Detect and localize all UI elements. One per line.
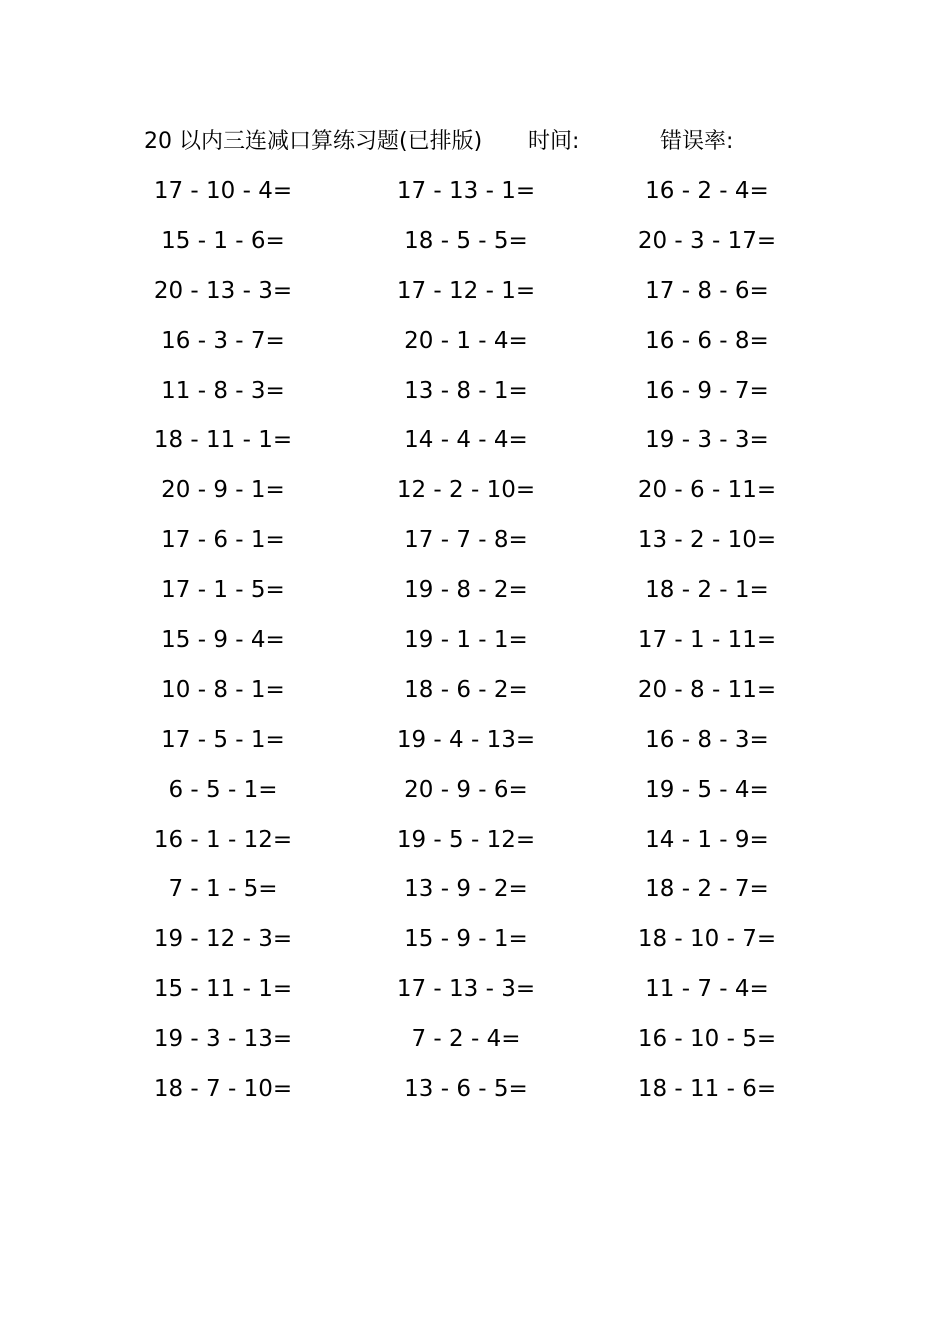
problem-row (0, 922, 950, 972)
problem-item: 14 - 4 - 4= (404, 427, 528, 454)
error-rate-label: 错误率: (660, 129, 734, 154)
problem-item: 20 - 6 - 11= (637, 477, 777, 504)
worksheet-title: 20 以内三连减口算练习题(已排版) (144, 129, 483, 154)
problem-item: 20 - 3 - 17= (637, 227, 777, 254)
problem-item: 17 - 5 - 1= (161, 726, 285, 753)
problem-item: 18 - 2 - 1= (645, 577, 769, 604)
problem-item: 11 - 8 - 3= (161, 377, 285, 404)
problem-item: 13 - 2 - 10= (637, 527, 777, 554)
problem-item: 19 - 5 - 4= (645, 776, 769, 803)
problem-item: 19 - 4 - 13= (396, 726, 536, 753)
problem-item: 20 - 8 - 11= (637, 676, 777, 703)
problem-item: 20 - 9 - 6= (404, 776, 528, 803)
problem-row (0, 324, 950, 374)
problem-row (0, 423, 950, 473)
problem-item: 17 - 7 - 8= (404, 527, 528, 554)
problem-row (0, 573, 950, 623)
problem-row (0, 473, 950, 523)
problem-item: 17 - 8 - 6= (645, 277, 769, 304)
problem-item: 19 - 3 - 13= (153, 1026, 293, 1053)
problem-item: 16 - 8 - 3= (645, 726, 769, 753)
problem-item: 17 - 12 - 1= (396, 277, 536, 304)
problem-row (0, 623, 950, 673)
problem-item: 16 - 3 - 7= (161, 327, 285, 354)
problem-row (0, 1072, 950, 1122)
problem-item: 16 - 6 - 8= (645, 327, 769, 354)
problem-item: 15 - 9 - 4= (161, 627, 285, 654)
problem-item: 6 - 5 - 1= (168, 776, 278, 803)
problem-item: 13 - 8 - 1= (404, 377, 528, 404)
problem-item: 16 - 10 - 5= (637, 1026, 777, 1053)
problem-item: 18 - 7 - 10= (153, 1076, 293, 1103)
problem-item: 10 - 8 - 1= (161, 676, 285, 703)
problem-item: 14 - 1 - 9= (645, 826, 769, 853)
problem-item: 15 - 1 - 6= (161, 227, 285, 254)
problem-item: 17 - 1 - 11= (637, 627, 777, 654)
problem-item: 7 - 2 - 4= (411, 1026, 521, 1053)
problem-row (0, 174, 950, 224)
problem-item: 18 - 2 - 7= (645, 876, 769, 903)
problem-item: 20 - 13 - 3= (153, 277, 293, 304)
problem-item: 16 - 9 - 7= (645, 377, 769, 404)
problem-item: 19 - 3 - 3= (645, 427, 769, 454)
time-label: 时间: (528, 129, 580, 154)
problem-item: 19 - 12 - 3= (153, 926, 293, 953)
problem-item: 20 - 1 - 4= (404, 327, 528, 354)
problem-item: 13 - 6 - 5= (404, 1076, 528, 1103)
problem-item: 20 - 9 - 1= (161, 477, 285, 504)
problem-row (0, 823, 950, 873)
problem-item: 16 - 1 - 12= (153, 826, 293, 853)
worksheet-header (144, 124, 824, 160)
problem-row (0, 972, 950, 1022)
problem-item: 18 - 5 - 5= (404, 227, 528, 254)
problem-item: 19 - 8 - 2= (404, 577, 528, 604)
problem-item: 12 - 2 - 10= (396, 477, 536, 504)
problem-item: 17 - 13 - 3= (396, 976, 536, 1003)
problem-item: 11 - 7 - 4= (645, 976, 769, 1003)
problem-item: 7 - 1 - 5= (168, 876, 278, 903)
problem-item: 17 - 10 - 4= (153, 178, 293, 204)
problem-item: 18 - 11 - 1= (153, 427, 293, 454)
problem-row (0, 224, 950, 274)
problem-row (0, 523, 950, 573)
problem-item: 19 - 1 - 1= (404, 627, 528, 654)
problem-row (0, 673, 950, 723)
problem-row (0, 773, 950, 823)
problem-item: 17 - 6 - 1= (161, 527, 285, 554)
problem-item: 16 - 2 - 4= (645, 178, 769, 204)
problem-row (0, 872, 950, 922)
problem-row (0, 1022, 950, 1072)
problem-item: 18 - 6 - 2= (404, 676, 528, 703)
problem-item: 17 - 13 - 1= (396, 178, 536, 204)
problem-item: 18 - 11 - 6= (637, 1076, 777, 1103)
problem-item: 13 - 9 - 2= (404, 876, 528, 903)
problem-item: 15 - 11 - 1= (153, 976, 293, 1003)
problem-item: 18 - 10 - 7= (637, 926, 777, 953)
problem-grid (0, 174, 950, 1122)
problem-row (0, 723, 950, 773)
problem-item: 19 - 5 - 12= (396, 826, 536, 853)
problem-row (0, 374, 950, 424)
problem-item: 15 - 9 - 1= (404, 926, 528, 953)
problem-item: 17 - 1 - 5= (161, 577, 285, 604)
problem-row (0, 274, 950, 324)
